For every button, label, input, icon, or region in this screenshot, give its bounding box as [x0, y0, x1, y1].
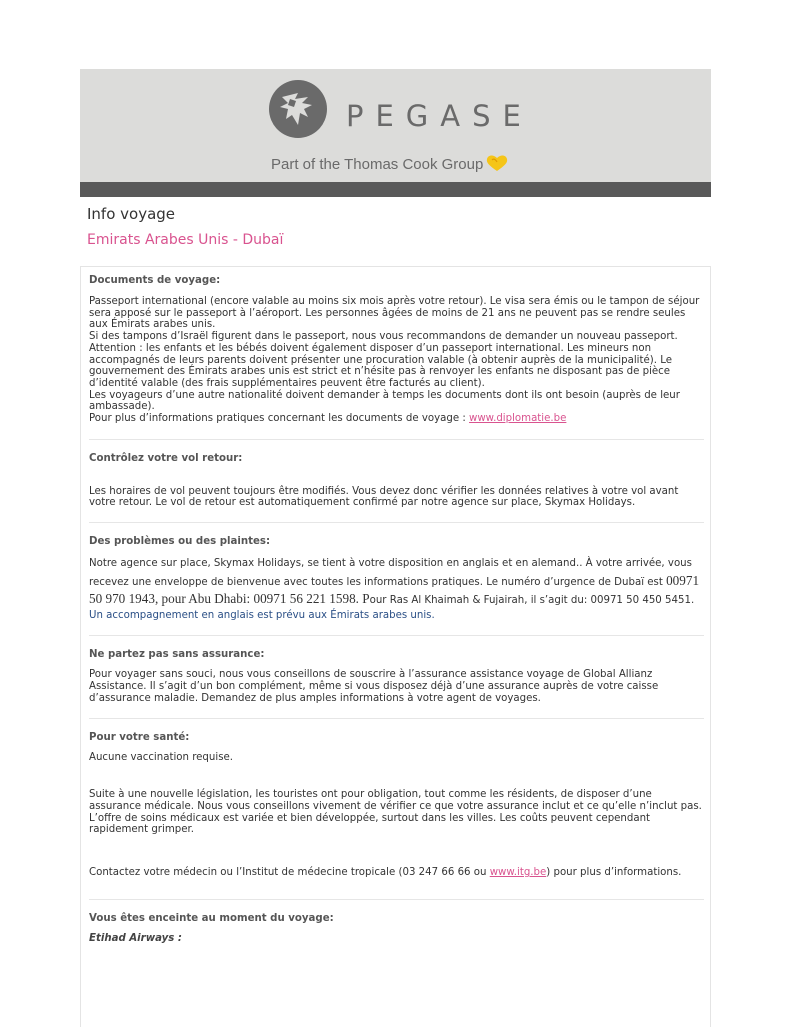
brand-wordmark: PEGASE	[346, 99, 533, 133]
section-documents	[89, 267, 704, 440]
text: our Ras Al Khaimah & Fujairah, il s’agit du: 00971 50 450 5451.	[369, 595, 695, 607]
section-problemes	[89, 523, 704, 636]
paragraph	[89, 867, 704, 879]
brand-header	[80, 69, 711, 182]
brand-tagline-text: Part of the Thomas Cook Group	[271, 156, 484, 173]
paragraph: Suite à une nouvelle législation, les touristes ont pour obligation, tout comme les résidents, de disposer d’une assurance médicale. Nous vous conseillons vivement de vérifier ce que votre assurance inclut et ce qu’elle n’inclut pas. L’offre de soins médicaux est variée et bien développée, surtout dans les villes. Les coûts peuvent cependant rapidement grimper.	[89, 789, 702, 836]
page	[80, 69, 711, 944]
section-title: Contrôlez votre vol retour:	[89, 452, 243, 464]
destination-title: Emirats Arabes Unis - Dubaï	[87, 232, 284, 248]
diplomatie-link[interactable]: www.diplomatie.be	[469, 413, 567, 425]
section-vol-retour	[89, 440, 704, 523]
header-divider-bar	[80, 182, 711, 197]
text: Contactez votre médecin ou l’Institut de médecine tropicale (03 247 66 66 ou	[89, 866, 490, 878]
section-title: Documents de voyage:	[89, 275, 221, 286]
paragraph: Un accompagnement en anglais est prévu aux Émirats arabes unis.	[89, 609, 435, 621]
section-sante	[89, 719, 704, 899]
info-panel	[80, 266, 711, 1027]
info-panel-inner	[89, 267, 704, 944]
paragraph: Passeport international (encore valable au moins six mois après votre retour). Le visa sera émis ou le tampon de séjour sera apposé sur le passeport à l’aéroport. Les personnes âgées de moins de 21 ans ne peuvent pas se rendre seules aux Émirats arabes unis.	[89, 296, 700, 331]
paragraph: Les horaires de vol peuvent toujours être modifiés. Vous devez donc vérifier les données relatives à votre vol avant votre retour. Le vol de retour est automatiquement confirmé par notre agence sur place, Skymax Holidays.	[89, 485, 679, 509]
pegase-logo[interactable]	[268, 79, 533, 174]
thomas-cook-heart-icon	[486, 154, 508, 172]
text: ) pour plus d’informations.	[546, 866, 682, 878]
paragraph	[89, 556, 704, 610]
paragraph: Les voyageurs d’une autre nationalité doivent demander à temps les documents dont ils ont besoin (auprès de leur ambassade).	[89, 389, 680, 413]
page-title: Info voyage	[87, 205, 176, 223]
brand-tagline	[271, 154, 508, 173]
section-assurance	[89, 636, 704, 719]
paragraph: Attention : les enfants et les bébés doivent également disposer d’un passeport international. Les mineurs non accompagnés de leurs parents doivent présenter une procuration valable (à obtenir auprès de la municipalité). Le gouvernement des Émirats arabes unis est strict et n’hésite pas à renvoyer les enfants ne disposant pas de pièce d’identité valable (des frais supplémentaires peuvent être facturés au client).	[89, 342, 672, 389]
text: Notre agence sur place, Skymax Holidays, se tient à votre disposition en anglais et en alemand.. À votre arrivée, vous recevez une enveloppe de bienvenue avec toutes les informations pratiques. Le numéro d’urgence de Dubaï est	[89, 558, 692, 588]
section-title: Pour votre santé:	[89, 732, 190, 744]
section-enceinte	[89, 900, 704, 944]
section-title: Des problèmes ou des plaintes:	[89, 536, 271, 548]
text: Pour plus d’informations pratiques concernant les documents de voyage :	[89, 413, 470, 425]
paragraph	[89, 413, 704, 425]
section-title: Ne partez pas sans assurance:	[89, 649, 265, 661]
paragraph: Pour voyager sans souci, nous vous conseillons de souscrire à l’assurance assistance voyage de Global Allianz Assistance. Il s’agit d’un bon complément, même si vous disposez déjà d’une assurance auprès de votre caisse d’assurance maladie. Demandez de plus amples informations à votre agent de voyages.	[89, 669, 659, 704]
airline-subtitle: Etihad Airways :	[89, 932, 182, 944]
pegasus-head-icon	[268, 79, 328, 139]
itg-link[interactable]: www.itg.be	[489, 866, 547, 878]
emergency-numbers: 00971 50 970 1943, pour Abu Dhabi: 00971 56 221 1598. P	[89, 572, 700, 607]
section-title: Vous êtes enceinte au moment du voyage:	[89, 912, 334, 924]
paragraph: Si des tampons d’Israël figurent dans le passeport, nous vous recommandons de demander un nouveau passeport.	[89, 331, 678, 343]
paragraph: Aucune vaccination requise.	[89, 752, 234, 764]
